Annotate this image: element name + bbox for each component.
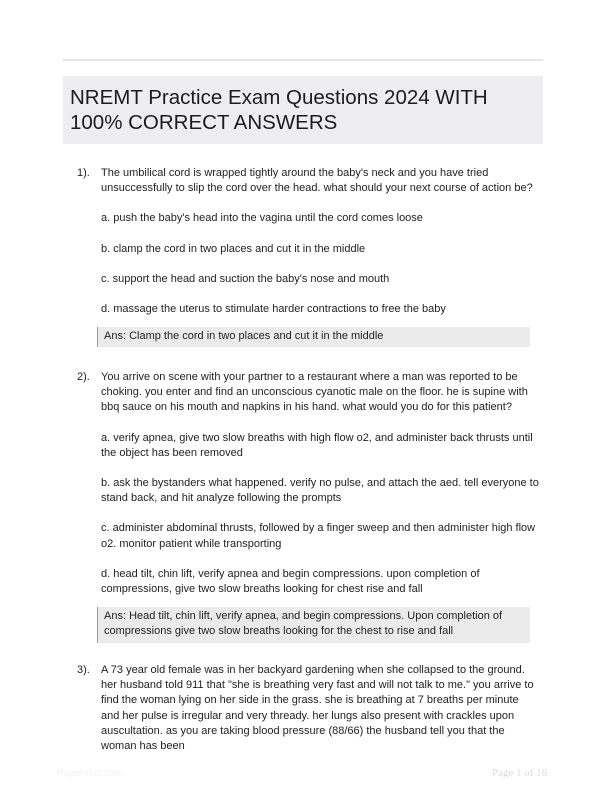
question-text: You arrive on scene with your partner to a restaurant where a man was reported to be choking. you enter and find an unconscious cyanotic male on the floor. he is supine with bbq sauce on his mouth and napkins in his hand. what would you do for this patient?: [101, 371, 528, 414]
document-title: NREMT Practice Exam Questions 2024 WITH 100% CORRECT ANSWERS: [70, 86, 488, 134]
option-d: d. massage the uterus to stimulate harder contractions to free the baby: [101, 303, 446, 316]
page-indicator: Page 1 of 18: [492, 767, 548, 779]
question-1: [63, 166, 543, 347]
option-c: c. administer abdominal thrusts, followed by a finger sweep and then administer high flow o2. monitor patient while transporting: [101, 522, 536, 550]
option-a: a. push the baby's head into the vagina until the cord comes loose: [101, 212, 423, 225]
answer-box: Ans: Clamp the cord in two places and cut it in the middle: [97, 327, 530, 347]
question-text: A 73 year old female was in her backyard gardening when she collapsed to the ground. her husband told 911 that "she is breathing very fast and will not talk to me." you arrive to find the woman lying on her side in the grass. she is breathing at 7 breaths per minute and her pulse is irregular and very thready. her lungs also present with crackles upon auscultation. as you are taking blood pressure (88/66) the husband tell you that the woman has been: [101, 664, 534, 753]
title-banner: [63, 76, 543, 144]
question-3: [63, 663, 543, 754]
option-c: c. support the head and suction the baby's nose and mouth: [101, 272, 390, 285]
question-number: 1).: [77, 167, 90, 179]
question-2: [63, 370, 543, 643]
question-text: The umbilical cord is wrapped tightly around the baby's neck and you have tried unsuccessfully to slip the cord over the head. what should your next course of action be?: [101, 167, 533, 195]
option-b: b. ask the bystanders what happened. verify no pulse, and attach the aed. tell everyone to stand back, and hit analyze following the prompts: [101, 477, 539, 505]
option-b: b. clamp the cord in two places and cut it in the middle: [101, 242, 366, 255]
question-number: 3).: [77, 664, 90, 676]
option-d: d. head tilt, chin lift, verify apnea and begin compressions. upon completion of compressions, give two slow breaths looking for chest rise and fall: [101, 567, 480, 596]
option-a: a. verify apnea, give two slow breaths with high flow o2, and administer back thrusts until the object has been removed: [101, 431, 533, 459]
question-number: 2).: [77, 371, 90, 383]
footer-watermark: Papersbic.com: [57, 768, 124, 779]
top-divider: [63, 59, 543, 61]
answer-box: Ans: Head tilt, chin lift, verify apnea, and begin compressions. Upon completion of compressions give two slow breaths looking for the chest to rise and fall: [97, 607, 530, 642]
